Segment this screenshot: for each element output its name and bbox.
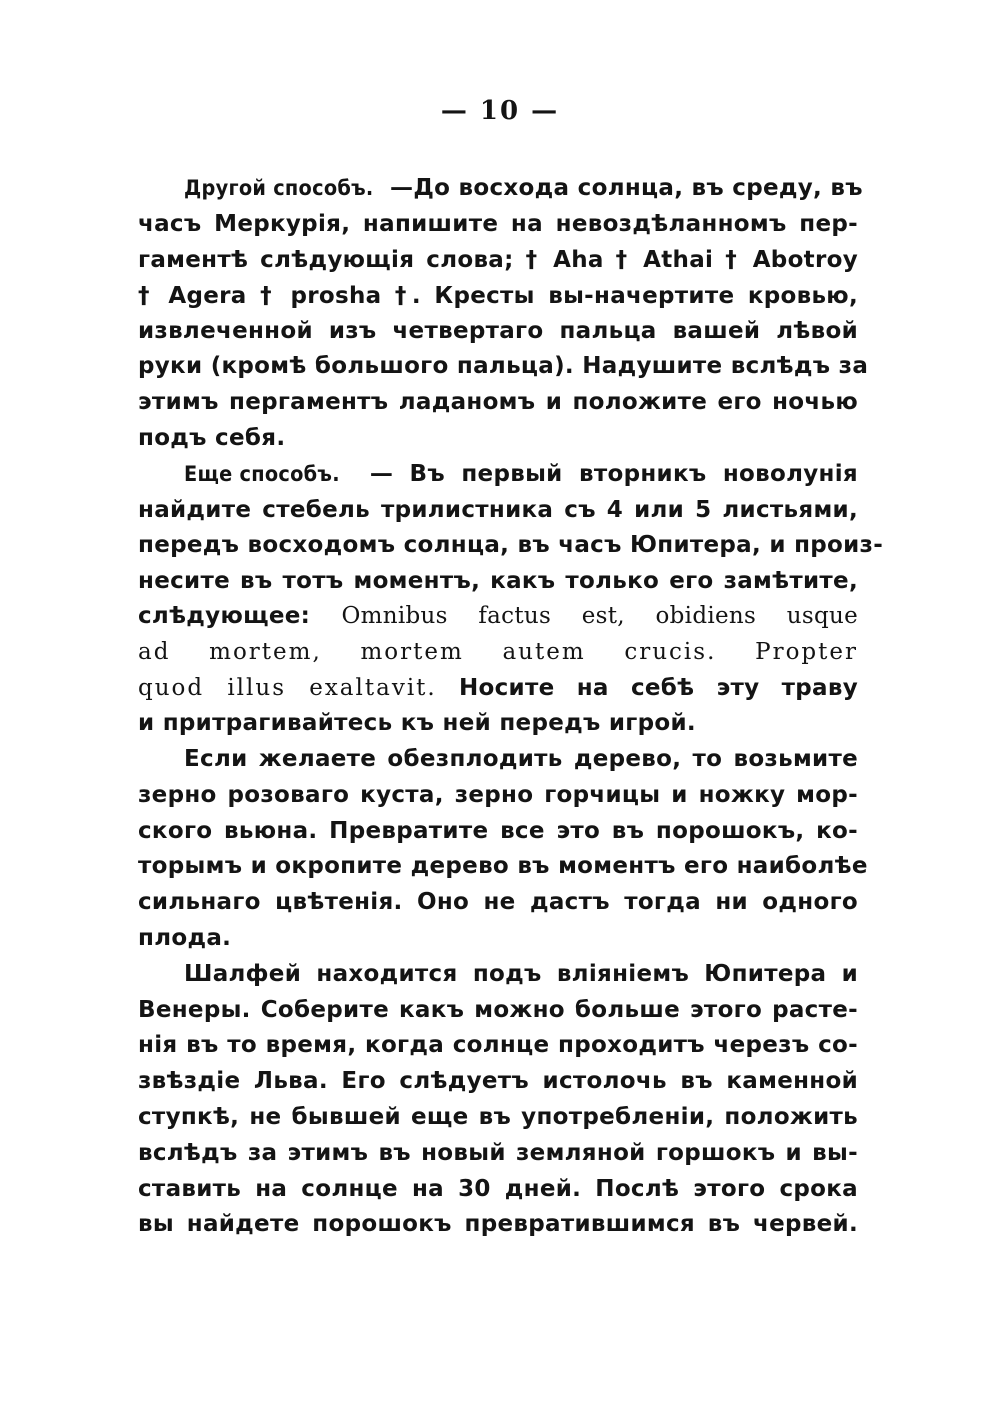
text-line: передъ восходомъ солнца, въ часъ Юпитера, и произ- [138, 532, 884, 558]
text-line: найдите стебель трилистника съ 4 или 5 листьями, [138, 497, 858, 523]
paragraph-heading: Другой способъ. [184, 176, 374, 200]
text-line: Если желаете обезплодить дерево, то возьмите [184, 746, 858, 772]
text-line: вы найдете порошокъ превратившимся въ червей. [138, 1211, 858, 1237]
text-line: плода. [138, 925, 232, 951]
text-line: ставить на солнце на 30 дней. Послѣ этого срока [138, 1176, 858, 1202]
text-line: часъ Меркурія, напишите на невоздѣланномъ пер- [138, 211, 858, 237]
text-line: извлеченной изъ четвертаго пальца вашей лѣвой [138, 318, 858, 344]
text-line: и притрагивайтесь къ ней передъ игрой. [138, 710, 696, 736]
latin-text: quod illus exaltavit. [138, 675, 437, 701]
latin-text: ad mortem, mortem autem crucis. Propter [138, 639, 858, 665]
paragraph-heading: Еще способъ. [184, 462, 340, 486]
text-line: руки (кромѣ большого пальца). Надушите вслѣдъ за [138, 353, 869, 379]
text-line: сильнаго цвѣтенія. Оно не дастъ тогда ни одного [138, 889, 858, 915]
text-line: ступкѣ, не бывшей еще въ употребленіи, положить [138, 1104, 858, 1130]
text-line: quod illus exaltavit. Носите на себѣ эту траву [138, 675, 859, 701]
text-line: Другой способъ. —До восхода солнца, въ среду, въ [184, 170, 858, 206]
text-line: Венеры. Соберите какъ можно больше этого расте- [138, 997, 858, 1023]
text-line: нія въ то время, когда солнце проходитъ черезъ со- [138, 1032, 858, 1058]
text-line: † Agera † prosha †. Кресты вы-начертите кровью, [138, 283, 858, 309]
text-line: подъ себя. [138, 425, 286, 451]
text-line: вслѣдъ за этимъ въ новый земляной горшокъ и вы- [138, 1140, 858, 1166]
text-line: Еще способъ. — Въ первый вторникъ новолунія [184, 456, 858, 492]
text-line: ского вьюна. Превратите все это въ порошокъ, ко- [138, 818, 858, 844]
text-line: Шалфей находится подъ вліяніемъ Юпитера и [184, 961, 858, 987]
text-line: несите въ тотъ моментъ, какъ только его замѣтите, [138, 568, 858, 594]
latin-text: Omnibus factus est, obidiens usque [341, 603, 858, 629]
page-number: — 10 — [440, 96, 560, 126]
text-line: звѣздіе Льва. Его слѣдуетъ истолочь въ каменной [138, 1068, 858, 1094]
text-line: гаментѣ слѣдующія слова; † Aha † Athai † Abotroy [138, 247, 858, 273]
text-line: торымъ и окропите дерево въ моментъ его наиболѣе [138, 853, 868, 879]
text-line: этимъ пергаментъ ладаномъ и положите его ночью [138, 389, 858, 415]
text-line: слѣдующее: Omnibus factus est, obidiens usque [138, 603, 858, 629]
text-line: зерно розоваго куста, зерно горчицы и ножку мор- [138, 782, 858, 808]
